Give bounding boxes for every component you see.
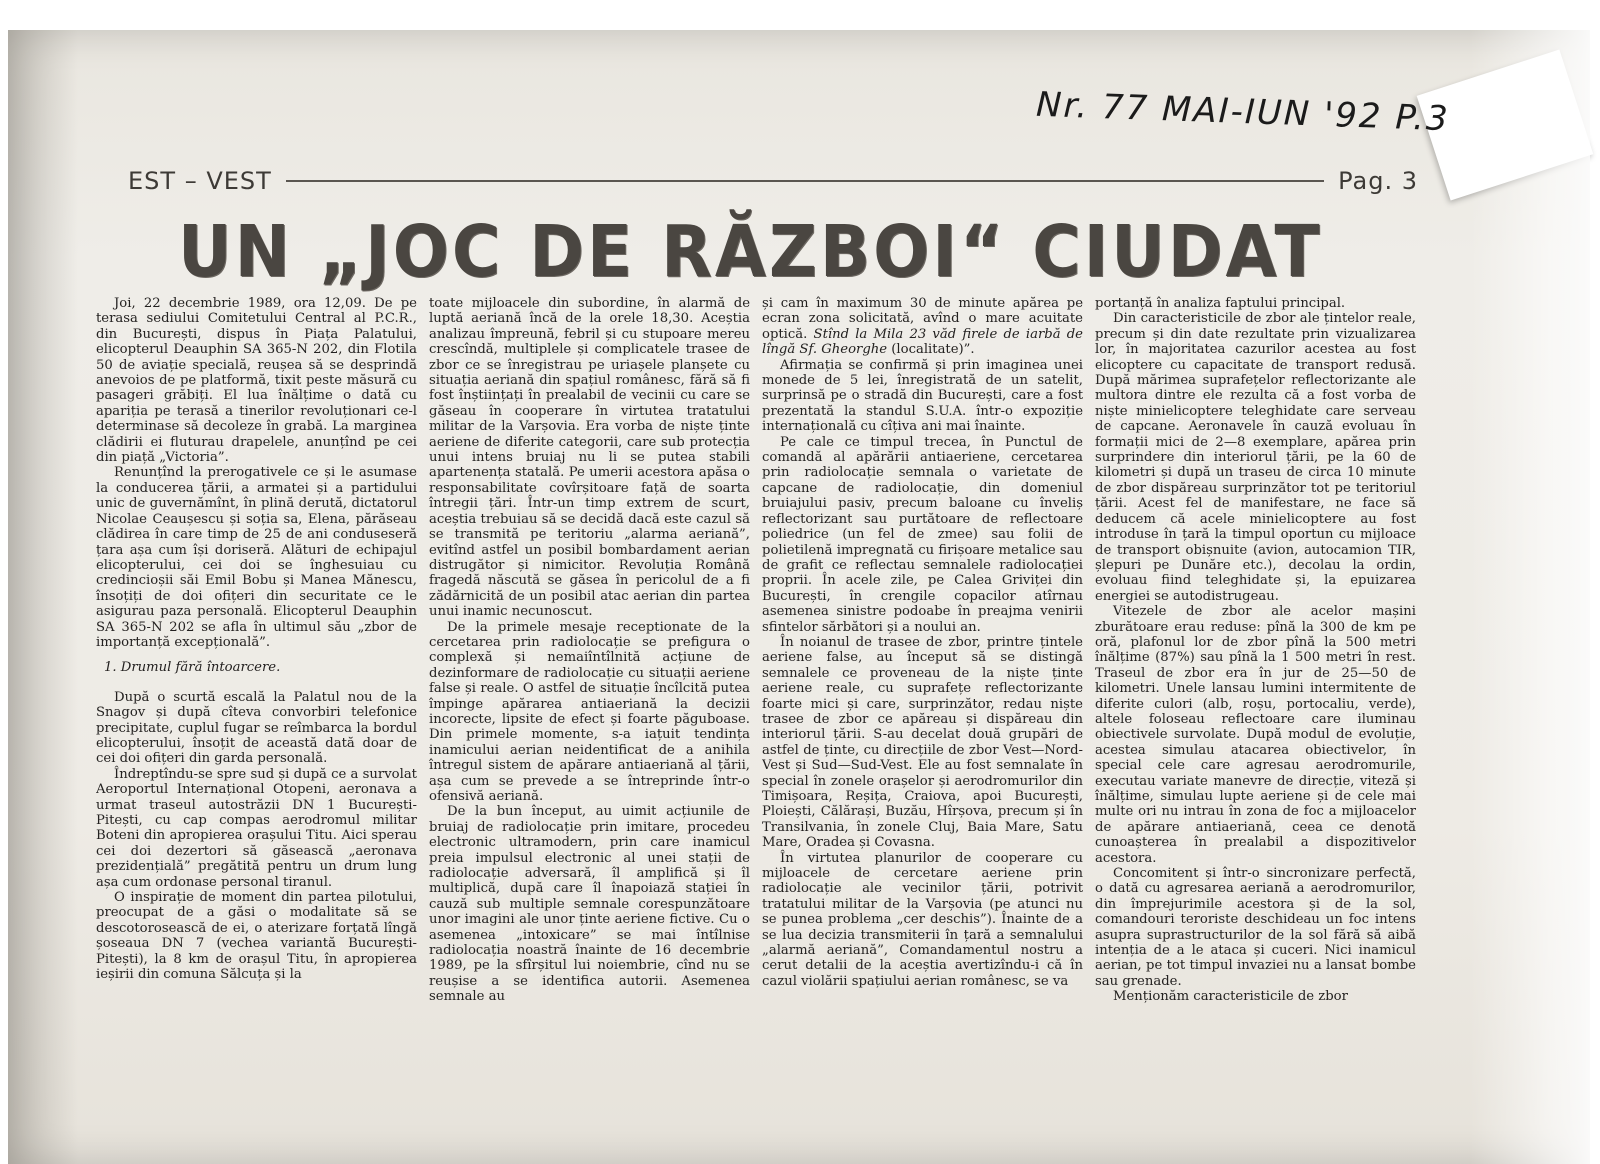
paragraph: portanță în analiza faptului principal. [1095,296,1346,311]
article-column-4 [1095,296,1416,1164]
page-header [128,166,1418,196]
paragraph: În virtutea planurilor de cooperare cu mijloacele de cercetare aeriene prin radiolocație ale vecinilor țării, potrivit tratatului militar de la Varșovia (pe atunci nu se punea problema „cer deschis”). Înainte de a se lua decizia transmiterii în țară a semnalului „alarmă aeriană”, Comandamentul nostru a cerut detalii de la aceștia avertizîndu-i că în cazul violării spațiului aerian românesc, se va [762,850,1083,989]
paragraph: De la bun început, au uimit acțiunile de bruiaj de radiolocație prin imitare, procedeu electronic ultramodern, prin care inamicul preia impulsul electronic al unei stații de radiolocație adversară, îl amplifică și îl multiplică, după care îl înapoiază stației în cauză sub multiple semnale corespunzătoare unor imagini ale unor ținte aeriene fictive. Cu o asemenea „intoxicare” se mai întîlnise radiolocația noastră înainte de 16 decembrie 1989, pe la sfîrșitul lui noiembrie, cînd nu se reușise a se identifica autorii. Asemenea semnale au [429,804,750,1005]
quote-italic: Stînd la Mila 23 văd firele de iarbă de lîngă Sf. Gheorghe [762,326,1083,358]
paragraph: Vitezele de zbor ale acelor mașini zburătoare erau reduse: pînă la 300 de km pe oră, plafonul lor de zbor pînă la 500 metri înălțime (87%) sau pînă la 1 500 metri în rest. Traseul de zbor era în jur de 25—50 de kilometri. Unele lansau lumini intermitente de diferite culori (alb, roșu, portocaliu, verde), altele foloseau reflectoare care iluminau obiectivele survolate. După modul de evoluție, acestea simulau atacarea obiectivelor, în special cele care agresau aerodromurile, executau variate manevre de direcție, viteză și înălțime, simulau lupte aeriene și de cele mai multe ori nu intrau în zona de foc a mijloacelor de apărare antiaeriană, ceea ce denotă cunoașterea în prealabil a dispozitivelor acestora. [1095,604,1416,866]
publication-name: EST – VEST [128,167,272,195]
paragraph: Afirmația se confirmă și prin imaginea unei monede de 5 lei, înregistrată de un satelit, surprinsă pe o stradă din București, care a fost prezentată la standul S.U.A. într-o expoziție internațională cu cîțiva ani mai înainte. [762,357,1083,435]
paragraph: O inspirație de moment din partea pilotului, preocupat de a găsi o modalitate să se descotorosească de ei, o aterizare forțată lîngă șoseaua DN 7 (vechea variantă București-Pitești), la 8 km de orașul Titu, în apropierea ieșirii din comuna Sălcuța și la [96,890,417,983]
paragraph: În noianul de trasee de zbor, printre țintele aeriene false, au început să se distingă semnalele ce proveneau de la niște ținte aeriene reale, cu suprafețe reflectorizante foarte mici și care, surprinzător, redau niște trasee de zbor ce apăreau și dispăreau din interiorul țării. S-au decelat două grupări de astfel de ținte, cu direcțiile de zbor Vest—Nord-Vest și Sud—Sud-Vest. Ele au fost semnalate în special în zonele orașelor și aerodromurilor din Timișoara, Reșița, Craiova, apoi București, Ploiești, Călărași, Buzău, Hîrșova, precum și în Transilvania, în zonele Cluj, Baia Mare, Satu Mare, Oradea și Covasna. [762,634,1083,851]
paragraph: Renunțînd la prerogativele ce și le asumase la conducerea țării, a armatei și a partidului unic de guvernămînt, în plină derută, dictatorul Nicolae Ceaușescu și soția sa, Elena, părăseau clădirea în care timp de 25 de ani conduseseră țara așa cum își doriseră. Alături de echipajul elicopterului, cei doi se înghesuiau cu credincioșii săi Emil Bobu și Manea Mănescu, însoțiți de doi ofițeri din securitate ce le asigurau paza personală. Elicopterul Deauphin SA 365-N 202 se afla în ultimul său „zbor de importanță excepțională”. [96,465,417,650]
paragraph: toate mijloacele din subordine, în alarmă de luptă aeriană încă de la orele 18,30. Aceștia analizau împreună, febril și cu stupoare mereu crescîndă, multiplele și complicatele trasee de zbor ce se înregistrau pe uriașele planșete cu situația aeriană din spațiul românesc, fără să fi fost înștiințați în prealabil de vecinii cu care se găseau în cooperare în virtutea tratatului militar de la Varșovia. Era vorba de niște ținte aeriene de diferite categorii, care sub protecția unui intens bruiaj nu li se putea stabili apartenența statală. Pe umerii acestora apăsa o responsabilitate covîrșitoare față de soarta întregii țări. Într-un timp extrem de scurt, aceștia trebuiau să se decidă dacă este cazul să se transmită pe teritoriu „alarma aeriană”, evitînd astfel un posibil bombardament aerian distrugător și nimicitor. Revoluția Română fragedă născută se găsea în pericolul de a fi zădărnicită de un posibil atac aerian din partea unui inamic necunoscut. [429,296,750,620]
article-body [96,296,1420,1164]
article-column-3 [762,296,1083,1164]
header-divider [286,180,1324,182]
handwritten-note: Nr. 77 MAI-IUN '92 P.3 [1035,84,1451,140]
paragraph-text: (localitate)”. [891,342,975,358]
paragraph: Menționăm caracteristicile de zbor [1113,989,1348,1005]
paragraph: De la primele mesaje receptionate de la cercetarea prin radiolocație se prefigura o complexă și nemaiîntîlnită acțiune de dezinformare de radiolocație cu situații aeriene false și reale. O astfel de situație încîlcită putea împinge apărarea antiaeriană la decizii incorecte, lipsite de efect și foarte păguboase. Din primele momente, s-a iațuit tendința inamicului aerian neidentificat de a anihila întregul sistem de apărare antiaeriană al țării, așa cum se prevede a se întreprinde într-o ofensivă aeriană. [429,619,750,804]
page-number: Pag. 3 [1338,167,1418,195]
article-headline: UN „JOC DE RĂZBOI“ CIUDAT [178,209,1323,294]
paragraph: Joi, 22 decembrie 1989, ora 12,09. De pe terasa sediului Comitetului Central al P.C.R., din București, dispus în Piața Palatului, elicopterul Deauphin SA 365-N 202, din Flotila 50 de aviație specială, reușea să se desprindă anevoios de pe platformă, tixit peste măsură cu pasageri grăbiți. El lua înălțime o dată cu apariția pe terasă a tinerilor revoluționari ce-l determinase să decoleze în grabă. La marginea clădirii ei fluturau drapelele, anunțînd pe cei din piață „Victoria”. [96,296,417,466]
paragraph: Îndreptîndu-se spre sud și după ce a survolat Aeroportul Internațional Otopeni, aeronava a urmat traseul autostrăzii DN 1 București-Pitești, cu cap compas aerodromul militar Boteni din apropierea orașului Titu. Aici sperau cei doi dezertori să găsească „aeronava prezidențială” pregătită pentru un drum lung așa cum ordonase personal tiranul. [96,766,417,890]
paragraph: Pe cale ce timpul trecea, în Punctul de comandă al apărării antiaeriene, cercetarea prin radiolocație semnala o varietate de capcane de radiolocație, din domeniul bruiajului pasiv, precum baloane cu înveliș reflectorizant sau purtătoare de reflectoare poliedrice (un fel de zmee) sau folii de polietilenă impregnată cu firișoare metalice sau de grafit ce reflectau semnalele radiolocației proprii. În acele zile, pe Calea Griviței din București, în crengile copacilor atîrnau asemenea sinistre podoabe în preajma venirii sfintelor sărbători și a noului an. [762,434,1083,635]
paragraph: Din caracteristicile de zbor ale țintelor reale, precum și din date rezultate prin vizualizarea lor, în majoritatea cazurilor acestea au fost elicoptere cu capacitate de transport redusă. După mărimea suprafețelor reflectorizante ale multora dintre ele rezulta că a fost vorba de niște minielicoptere teleghidate care serveau de capcane. Aeronavele în cauză evoluau în formații mici de 2—8 exemplare, apărea prin surprindere din interiorul țării, pe la 60 de kilometri și după un traseu de circa 10 minute de zbor dispăreau surprinzător tot pe teritoriul țării. Acest fel de manifestare, ne face să deducem că acele minielicoptere au fost introduse în țară la timpul oportun cu mijloace de transport obișnuite (avion, autocamion TIR, șlepuri pe Dunăre etc.), decolau la ordin, evoluau fiind teleghidate și, la epuizarea energiei se autodistrugeau. [1095,311,1416,604]
paragraph-text: și cam în maximum 30 de minute apărea pe ecran zona solicitată, avînd o mare acuitate optică. [762,296,1083,342]
article-column-1 [96,296,417,1164]
paragraph: După o scurtă escală la Palatul nou de la Snagov și după cîteva convorbiri telefonice precipitate, cuplul fugar se reîmbarca la bordul elicopterului, însoțit de această dată doar de cei doi ofițeri din garda personală. [96,689,417,767]
paragraph: Concomitent și într-o sincronizare perfectă, o dată cu agresarea aeriană a aerodromurilor, din împrejurimile acestora și de la sol, comandouri teroriste deschideau un foc intens asupra suprastructurilor de la sol fără să aibă intenția de a le ataca și cuceri. Nici inamicul aerian, pe tot timpul invaziei nu a lansat bombe sau grenade. [1095,866,1416,989]
section-subheading: 1. Drumul fără întoarcere. [104,660,281,676]
article-column-2 [429,296,750,1164]
paragraph [762,296,1083,358]
